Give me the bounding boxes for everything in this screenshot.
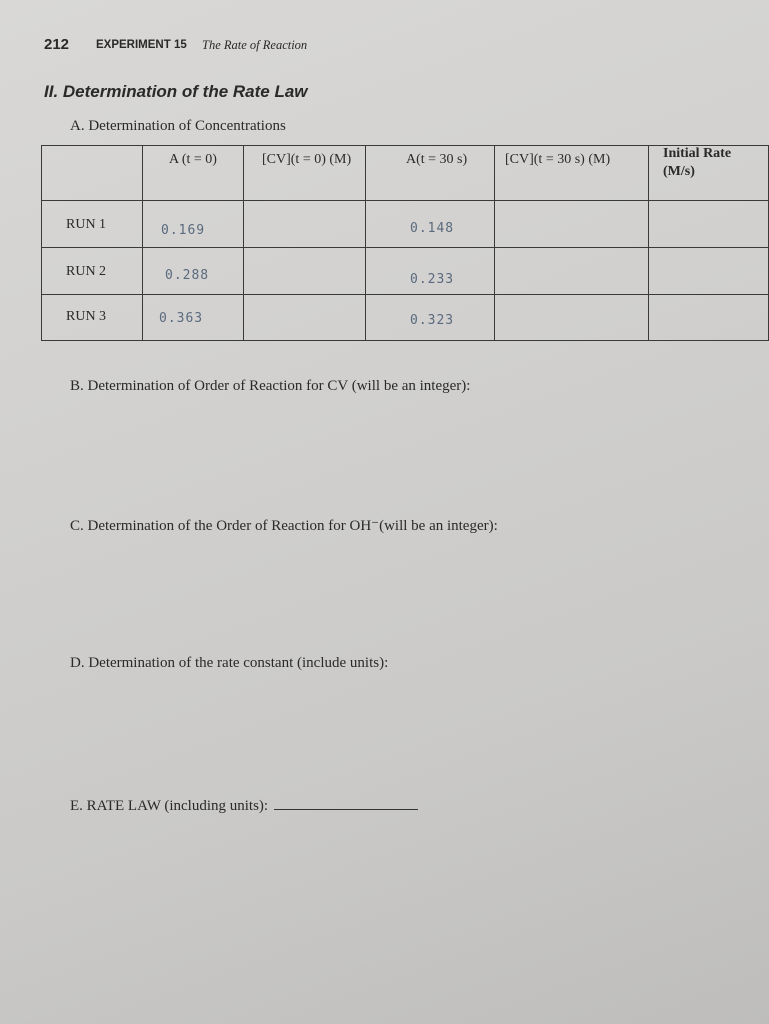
part-d-label: D. Determination of the rate constant (include units): bbox=[70, 655, 389, 671]
table-row bbox=[41, 247, 143, 295]
table-header-cv0 bbox=[243, 145, 366, 201]
experiment-label: EXPERIMENT 15 bbox=[96, 39, 187, 51]
cell-run3-a30 bbox=[365, 294, 495, 341]
part-b-label: B. Determination of Order of Reaction for CV (will be an integer): bbox=[70, 378, 471, 394]
page-number: 212 bbox=[44, 36, 70, 53]
handwritten-value: 0.169 bbox=[161, 223, 206, 238]
header-text: A(t = 30 s) bbox=[406, 152, 468, 167]
cell-run3-rate bbox=[648, 294, 769, 341]
header-text: [CV](t = 30 s) (M) bbox=[505, 152, 611, 167]
run-label: RUN 2 bbox=[66, 264, 107, 279]
cell-run2-a30 bbox=[365, 247, 495, 295]
cell-run1-cv30 bbox=[494, 200, 649, 248]
cell-run1-a0 bbox=[142, 200, 244, 248]
cell-run1-cv0 bbox=[243, 200, 366, 248]
table-header-cv30 bbox=[494, 145, 649, 201]
experiment-title: The Rate of Reaction bbox=[202, 38, 308, 52]
part-a-label: A. Determination of Concentrations bbox=[70, 118, 286, 134]
table-row bbox=[41, 200, 143, 248]
cell-run2-rate bbox=[648, 247, 769, 295]
part-e-row bbox=[70, 795, 418, 815]
run-label: RUN 3 bbox=[66, 309, 107, 324]
handwritten-value: 0.233 bbox=[410, 272, 455, 287]
cell-run2-a0 bbox=[142, 247, 244, 295]
cell-run3-cv30 bbox=[494, 294, 649, 341]
cell-run2-cv30 bbox=[494, 247, 649, 295]
table-header-a0 bbox=[142, 145, 244, 201]
section-title: II. Determination of the Rate Law bbox=[44, 82, 308, 101]
handwritten-value: 0.323 bbox=[410, 313, 455, 328]
table-header-empty bbox=[41, 145, 143, 201]
table-row bbox=[41, 294, 143, 341]
cell-run1-rate bbox=[648, 200, 769, 248]
run-label: RUN 1 bbox=[66, 217, 107, 232]
cell-run1-a30 bbox=[365, 200, 495, 248]
header-text: A (t = 0) bbox=[169, 152, 217, 167]
header-text: [CV](t = 0) (M) bbox=[262, 152, 352, 167]
concentration-table bbox=[41, 145, 769, 341]
part-e-label: E. RATE LAW (including units): bbox=[70, 798, 269, 814]
handwritten-value: 0.148 bbox=[410, 221, 455, 236]
cell-run3-cv0 bbox=[243, 294, 366, 341]
cell-run2-cv0 bbox=[243, 247, 366, 295]
header-text: (M/s) bbox=[663, 164, 695, 179]
cell-run3-a0 bbox=[142, 294, 244, 341]
rate-law-answer-line[interactable] bbox=[274, 795, 418, 810]
part-c-label: C. Determination of the Order of Reaction for OH⁻(will be an integer): bbox=[70, 518, 498, 534]
header-text: Initial Rate bbox=[663, 146, 732, 161]
table-header-a30 bbox=[365, 145, 495, 201]
table-header-initial-rate bbox=[648, 145, 769, 201]
handwritten-value: 0.363 bbox=[159, 311, 204, 326]
handwritten-value: 0.288 bbox=[165, 268, 210, 283]
